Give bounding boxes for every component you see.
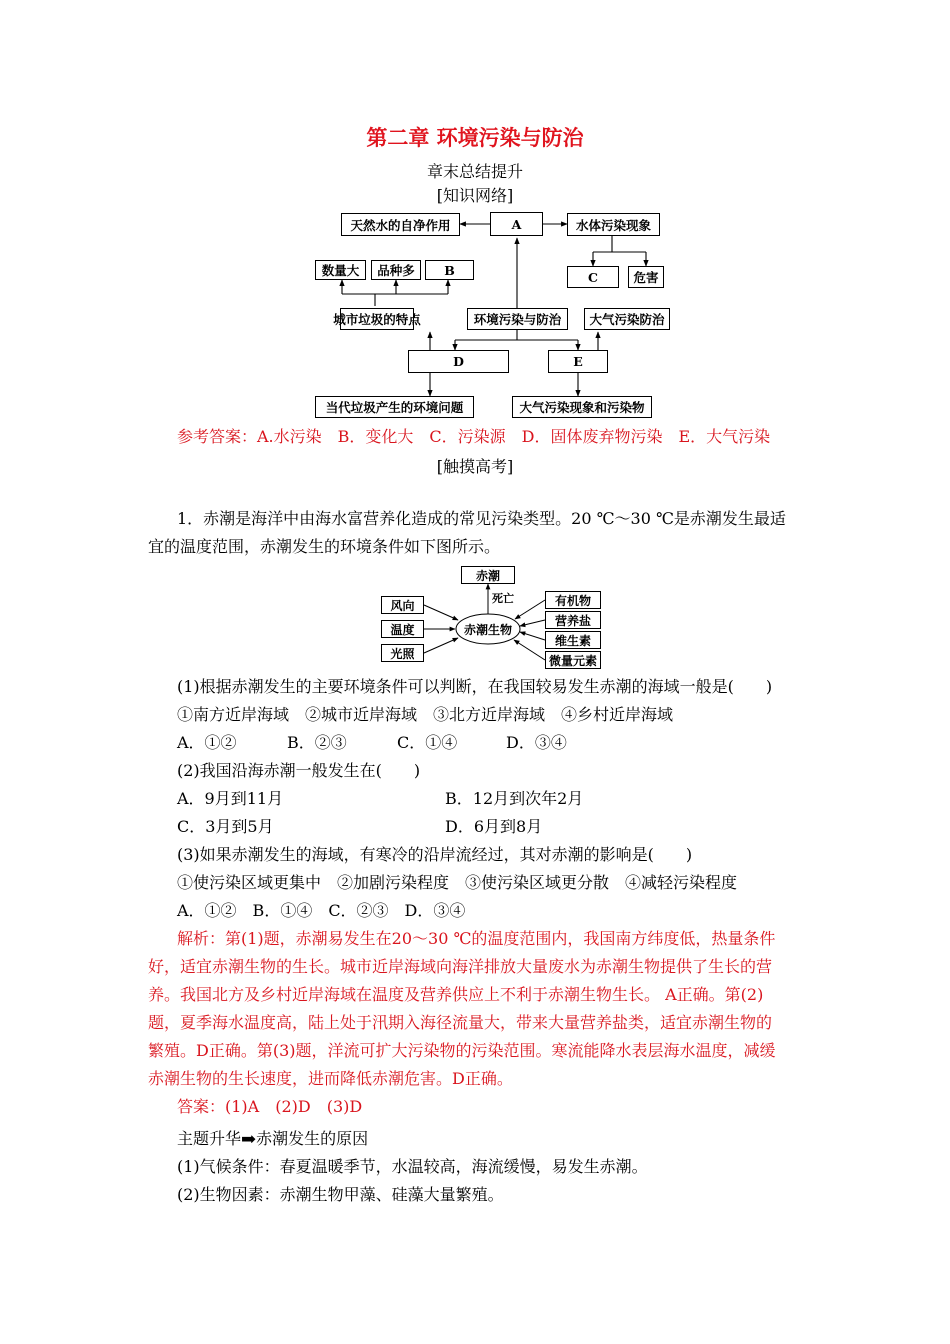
fig-organic: 有机物 <box>545 591 601 609</box>
exam-section-heading: [触摸高考] <box>436 457 514 476</box>
box-garbage-problems: 当代垃圾产生的环境问题 <box>315 396 474 418</box>
box-env-pollution-prevention: 环境污染与防治 <box>467 308 568 330</box>
fig-wind: 风向 <box>381 596 424 614</box>
fig-death-label: 死亡 <box>492 592 514 605</box>
sub-question-1-option-a: A．①② <box>177 733 237 752</box>
fig-temperature: 温度 <box>381 620 424 638</box>
box-harm: 危害 <box>628 266 664 288</box>
sub-question-1-option-b: B．②③ <box>287 733 347 752</box>
box-many-kinds: 品种多 <box>371 260 421 280</box>
analysis-line-3: 养。我国北方及乡村近岸海域在温度及营养供应上不利于赤潮生物生长。 A正确。第(2) <box>148 985 764 1004</box>
fig-trace-elements: 微量元素 <box>545 651 601 669</box>
box-d: D <box>408 350 509 373</box>
summary-point-1: (1)气候条件：春夏温暖季节，水温较高，海流缓慢，易发生赤潮。 <box>177 1157 648 1176</box>
box-air-pollution-prevention: 大气污染防治 <box>584 308 670 330</box>
sub-question-2-option-c: C．3月到5月 <box>177 817 274 836</box>
box-e: E <box>548 350 608 373</box>
section-subtitle: 章末总结提升 <box>426 162 523 181</box>
box-water-pollution-phenomenon: 水体污染现象 <box>567 213 660 236</box>
sub-question-2-option-d: D．6月到8月 <box>445 817 543 836</box>
answer-line: 答案：(1)A (2)D (3)D <box>177 1097 363 1116</box>
sub-question-1: (1)根据赤潮发生的主要环境条件可以判断，在我国较易发生赤潮的海域一般是( ) <box>177 677 773 696</box>
sub-question-1-option-c: C．①④ <box>397 733 458 752</box>
sub-question-1-option-d: D．③④ <box>506 733 567 752</box>
summary-label: 主题升华 <box>177 1129 242 1148</box>
box-self-purification: 天然水的自净作用 <box>341 213 460 236</box>
question-1-stem-line-2: 宜的温度范围，赤潮发生的环境条件如下图所示。 <box>148 537 501 556</box>
analysis-line-4: 题，夏季海水温度高，陆上处于汛期入海径流量大，带来大量营养盐类，适宜赤潮生物的 <box>148 1013 773 1032</box>
chapter-title: 第二章 环境污染与防治 <box>366 125 584 150</box>
summary-heading <box>177 1129 368 1149</box>
sub-question-3-options: A．①② B．①④ C．②③ D．③④ <box>177 901 466 920</box>
sub-question-2-option-b: B．12月到次年2月 <box>445 789 584 808</box>
reference-answer: 参考答案：A.水污染 B．变化大 C．污染源 D．固体废弃物污染 E．大气污染 <box>177 427 771 446</box>
sub-question-2-option-a: A．9月到11月 <box>177 789 284 808</box>
sub-question-1-items: ①南方近岸海域 ②城市近岸海域 ③北方近岸海域 ④乡村近岸海域 <box>177 705 674 724</box>
fig-light: 光照 <box>381 644 424 662</box>
box-garbage-features: 城市垃圾的特点 <box>340 308 414 330</box>
fig-red-tide: 赤潮 <box>461 566 515 584</box>
analysis-line-1: 解析：第(1)题，赤潮易发生在20～30 ℃的温度范围内，我国南方纬度低，热量条件 <box>177 929 776 948</box>
sub-question-2: (2)我国沿海赤潮一般发生在( ) <box>177 761 421 780</box>
box-air-pollution-phenomena: 大气污染现象和污染物 <box>512 396 652 418</box>
question-1-stem-line-1: 1．赤潮是海洋中由海水富营养化造成的常见污染类型。20 ℃～30 ℃是赤潮发生最适 <box>177 509 786 528</box>
knowledge-network-heading: [知识网络] <box>436 186 514 205</box>
sub-question-3-items: ①使污染区域更集中 ②加剧污染程度 ③使污染区域更分散 ④减轻污染程度 <box>177 873 738 892</box>
analysis-line-6: 赤潮生物的生长速度，进而降低赤潮危害。D正确。 <box>148 1069 513 1088</box>
box-large-amount: 数量大 <box>315 260 366 280</box>
right-arrow-icon: ➡ <box>241 1129 257 1150</box>
sub-question-3: (3)如果赤潮发生的海域，有寒冷的沿岸流经过，其对赤潮的影响是( ) <box>177 845 693 864</box>
fig-vitamins: 维生素 <box>545 631 601 649</box>
analysis-line-2: 好，适宜赤潮生物的生长。城市近岸海域向海洋排放大量废水为赤潮生物提供了生长的营 <box>148 957 773 976</box>
summary-point-2: (2)生物因素：赤潮生物甲藻、硅藻大量繁殖。 <box>177 1185 504 1204</box>
fig-nutrients: 营养盐 <box>545 611 601 629</box>
box-b: B <box>425 260 474 280</box>
box-a: A <box>490 212 543 236</box>
analysis-line-5: 繁殖。D正确。第(3)题，洋流可扩大污染物的污染范围。寒流能降水表层海水温度，减缓 <box>148 1041 776 1060</box>
fig-organism: 赤潮生物 <box>463 623 512 637</box>
summary-topic: 赤潮发生的原因 <box>256 1129 369 1148</box>
box-c: C <box>567 266 619 288</box>
